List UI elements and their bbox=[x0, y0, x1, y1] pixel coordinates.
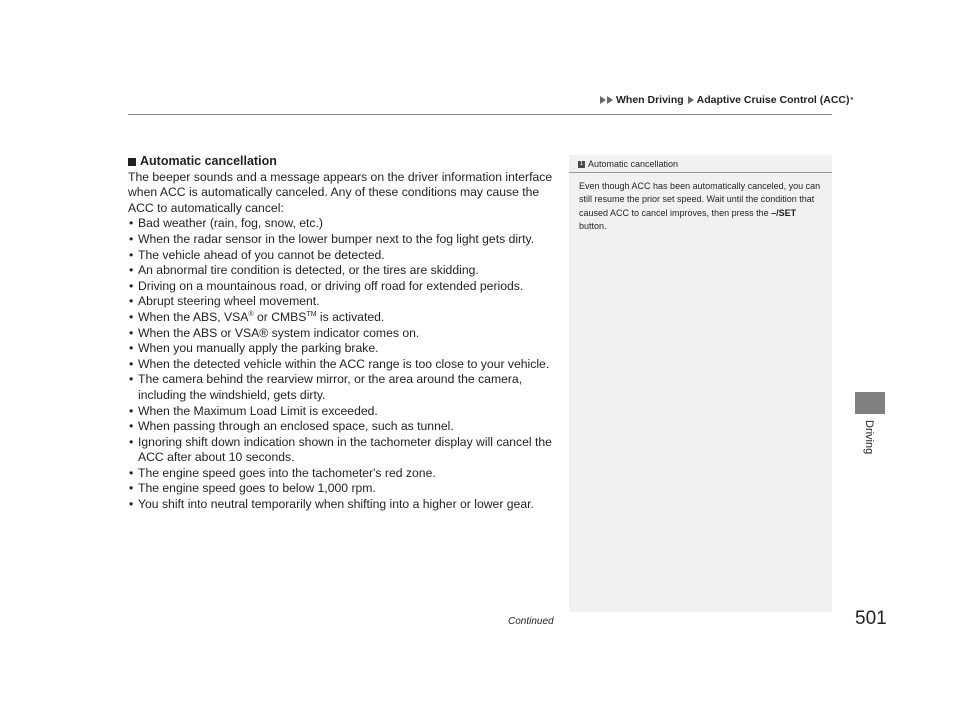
sidebar-note bbox=[569, 155, 832, 612]
sidebar-title: Automatic cancellation bbox=[588, 159, 679, 169]
list-item: • When you manually apply the parking brake. bbox=[128, 341, 560, 357]
chapter-tab bbox=[855, 392, 885, 414]
list-item: • The vehicle ahead of you cannot be detected. bbox=[128, 248, 560, 264]
list-item: • The camera behind the rearview mirror, or the area around the camera, including the windshield, gets dirty. bbox=[128, 372, 560, 403]
list-item-text: or CMBS bbox=[253, 309, 307, 324]
header-divider bbox=[128, 114, 832, 115]
registered-mark: ® bbox=[248, 310, 254, 318]
square-bullet-icon bbox=[128, 158, 136, 166]
sidebar-heading bbox=[569, 155, 832, 173]
breadcrumb-level1: When Driving bbox=[616, 94, 684, 106]
list-item: • When passing through an enclosed space, such as tunnel. bbox=[128, 419, 560, 435]
note-reference-icon: 1 bbox=[579, 160, 584, 167]
set-button-label: –/SET bbox=[771, 207, 797, 218]
page-number: 501 bbox=[855, 608, 887, 629]
section-heading-text: Automatic cancellation bbox=[140, 154, 277, 168]
arrow-right-icon bbox=[600, 96, 606, 104]
list-item: • You shift into neutral temporarily when shifting into a higher or lower gear. bbox=[128, 497, 560, 513]
list-item: • When the Maximum Load Limit is exceeded. bbox=[128, 404, 560, 420]
trademark-mark: TM bbox=[306, 310, 317, 318]
sidebar-body bbox=[569, 173, 832, 234]
list-item: • Bad weather (rain, fog, snow, etc.) bbox=[128, 216, 560, 232]
sidebar-text: Even though ACC has been automatically canceled, you can still resume the prior set speed. Wait until the condition that caused ACC to cancel improves, then press the bbox=[579, 181, 821, 218]
list-item-text: is activated. bbox=[316, 309, 385, 324]
list-item: • Abrupt steering wheel movement. bbox=[128, 294, 560, 310]
list-item: • The engine speed goes to below 1,000 rpm. bbox=[128, 481, 560, 497]
sidebar-text: button. bbox=[579, 221, 607, 232]
chapter-tab-label bbox=[855, 420, 885, 480]
cancellation-conditions-list bbox=[128, 216, 560, 512]
list-item: • When the radar sensor in the lower bumper next to the fog light gets dirty. bbox=[128, 232, 560, 248]
list-item: • The engine speed goes into the tachometer's red zone. bbox=[128, 466, 560, 482]
breadcrumb-level2: Adaptive Cruise Control (ACC) bbox=[696, 94, 850, 106]
section-intro: The beeper sounds and a message appears on the driver information interface when ACC is automatically canceled. Any of these conditions may cause the ACC to automatically cancel: bbox=[128, 169, 553, 215]
list-item: • When the detected vehicle within the ACC range is too close to your vehicle. bbox=[128, 357, 560, 373]
breadcrumb bbox=[600, 94, 853, 106]
list-item: • An abnormal tire condition is detected, or the tires are skidding. bbox=[128, 263, 560, 279]
section-heading bbox=[128, 154, 560, 170]
list-item bbox=[128, 310, 560, 326]
arrow-right-icon bbox=[688, 96, 694, 104]
list-item: • Ignoring shift down indication shown in the tachometer display will cancel the ACC after about 10 seconds. bbox=[128, 435, 560, 466]
arrow-right-icon bbox=[607, 96, 613, 104]
breadcrumb-asterisk: * bbox=[850, 96, 854, 104]
list-item-text: When the ABS, VSA bbox=[138, 309, 249, 324]
continued-label: Continued bbox=[508, 616, 554, 627]
chapter-tab-text: Driving bbox=[863, 420, 875, 455]
list-item: • When the ABS or VSA® system indicator comes on. bbox=[128, 326, 560, 342]
list-item: • Driving on a mountainous road, or driving off road for extended periods. bbox=[128, 279, 560, 295]
main-content bbox=[128, 154, 560, 513]
